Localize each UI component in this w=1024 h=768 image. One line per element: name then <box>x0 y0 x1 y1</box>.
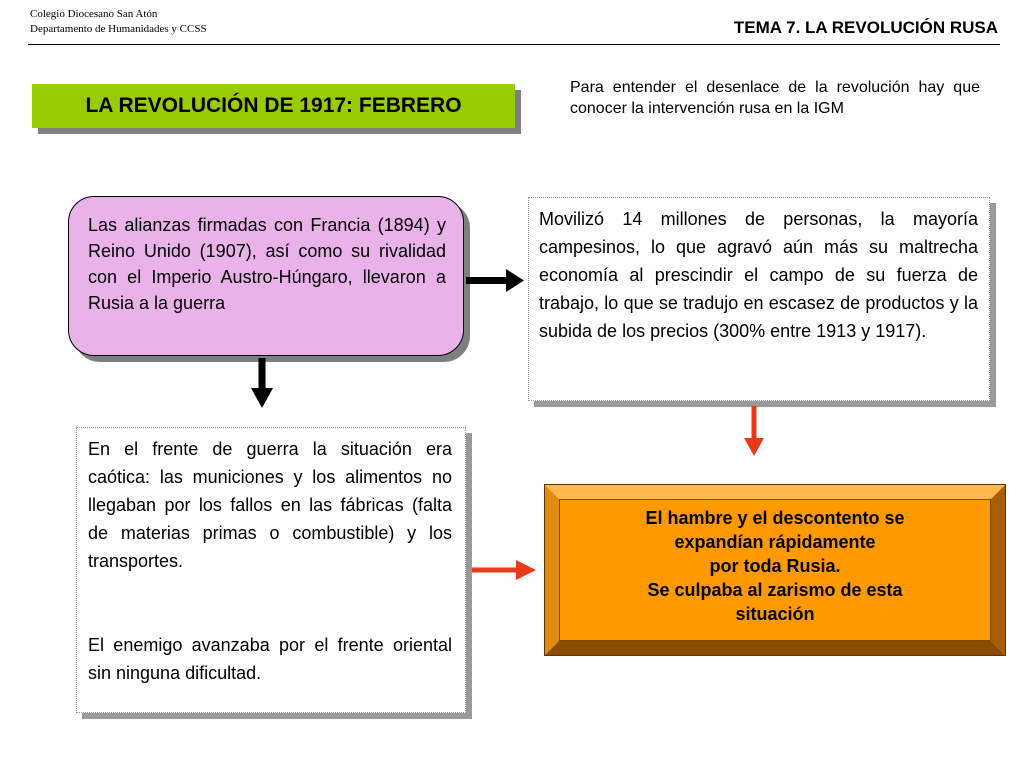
paragraph-spacer <box>88 575 452 631</box>
conclusion-line-3: por toda Rusia. <box>709 556 841 576</box>
department-name: Departamento de Humanidades y CCSS <box>30 23 207 35</box>
movilizo-text: Movilizó 14 millones de personas, la mayoría campesinos, lo que agravó aún más su maltrecha economía al prescindir el campo de su fuerza de trabajo, lo que se tradujo en escasez de productos y la subida de los precios (300% entre 1913 y 1917). <box>539 209 978 341</box>
arrow-right-red-icon <box>472 556 538 584</box>
conclusion-line-4: Se culpaba al zarismo de esta <box>647 580 903 600</box>
alianzas-text: Las alianzas firmadas con Francia (1894) y Reino Unido (1907), así como su rivalidad con el Imperio Austro-Húngaro, llevaron a Rusia a la guerra <box>88 215 446 313</box>
conclusion-text <box>559 506 991 626</box>
arrow-down-red-icon <box>741 406 767 458</box>
conclusion-line-2: expandían rápidamente <box>674 532 876 552</box>
school-name: Colegio Diocesano San Atón <box>30 8 158 20</box>
header-divider <box>28 44 1000 45</box>
conclusion-line-1: El hambre y el descontento se <box>645 508 905 528</box>
arrow-down-black-icon <box>249 358 275 410</box>
header-institution <box>30 7 207 37</box>
conclusion-line-5: situación <box>735 604 815 624</box>
frente-text <box>88 435 452 687</box>
slide-title: LA REVOLUCIÓN DE 1917: FEBRERO <box>85 94 462 117</box>
intro-text: Para entender el desenlace de la revolución hay que conocer la intervención rusa en la IGM <box>570 79 980 117</box>
arrow-right-black-icon <box>466 266 526 296</box>
frente-paragraph-1: En el frente de guerra la situación era caótica: las municiones y los alimentos no llegaban por los fallos en las fábricas (falta de materias primas o combustible) y los transportes. <box>88 439 452 571</box>
frente-paragraph-2: El enemigo avanzaba por el frente oriental sin ninguna dificultad. <box>88 635 452 683</box>
topic-title: TEMA 7. LA REVOLUCIÓN RUSA <box>733 18 998 37</box>
